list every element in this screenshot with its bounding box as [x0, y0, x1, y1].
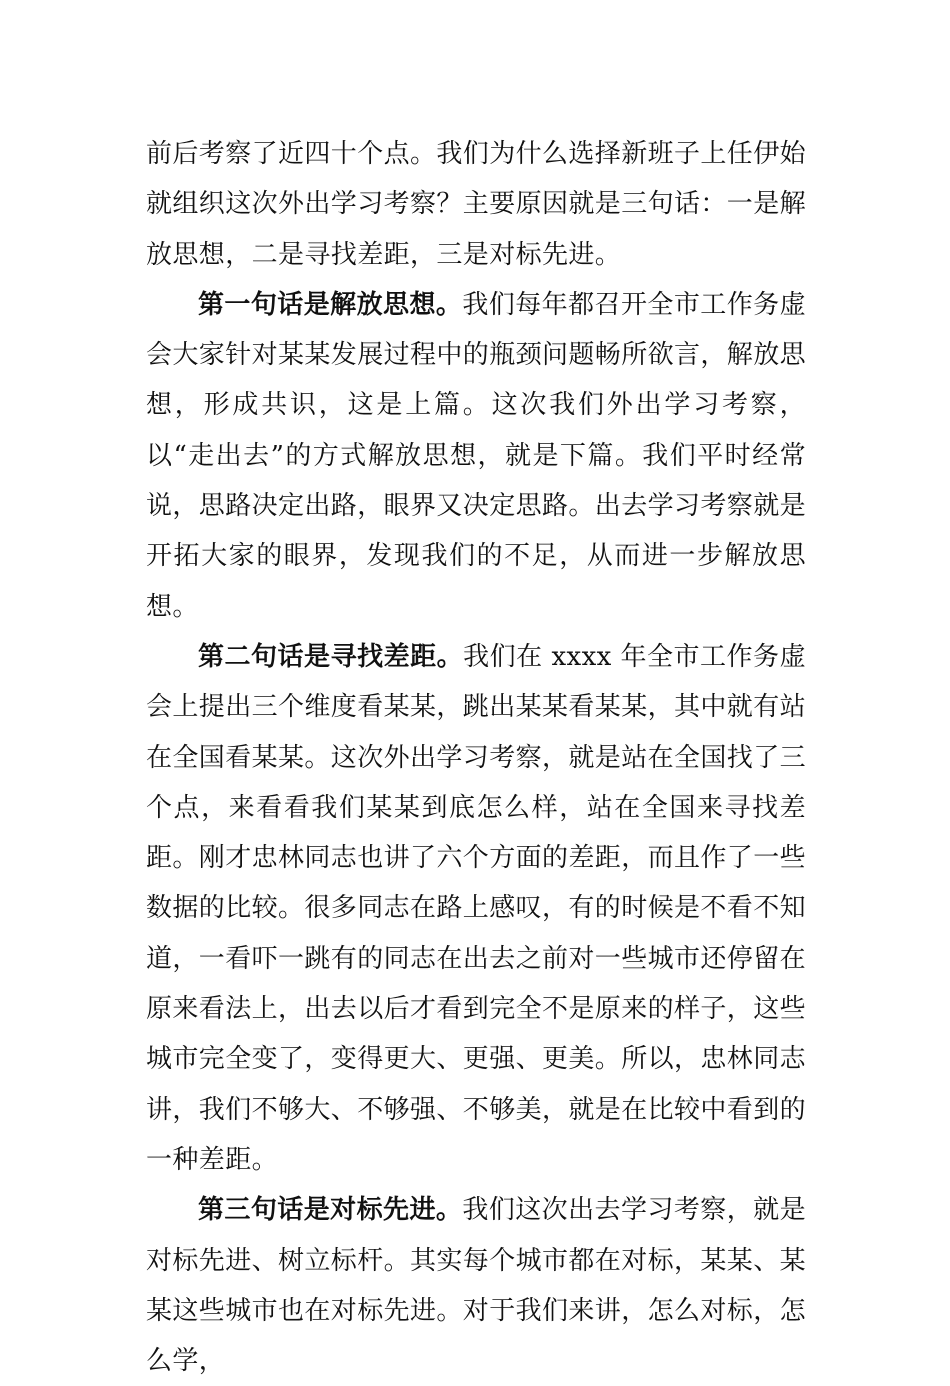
document-body — [146, 129, 806, 1386]
paragraph-text: 前后考察了近四十个点。我们为什么选择新班子上任伊始就组织这次外出学习考察？主要原因就是三句话：一是解放思想，二是寻找差距，三是对标先进。 — [146, 139, 807, 270]
paragraph-lead-heading: 第二句话是寻找差距。 — [198, 641, 464, 672]
paragraph-intro — [146, 129, 806, 280]
paragraph-lead-heading: 第三句话是对标先进。 — [198, 1195, 463, 1226]
paragraph-text: 我们在 xxxx 年全市工作务虚会上提出三个维度看某某，跳出某某看某某，其中就有站在全国看某某。这次外出学习考察，就是站在全国找了三个点，来看看我们某某到底怎么样，站在全国来寻找差距。刚才忠林同志也讲了六个方面的差距，而且作了一些数据的比较。很多同志在路上感叹，有的时候是不看不知道，一看吓一跳有的同志在出去之前对一些城市还停留在原来看法上，出去以后才看到完全不是原来的样子，这些城市完全变了，变得更大、更强、更美。所以，忠林同志讲，我们不够大、不够强、不够美，就是在比较中看到的一种差距。 — [146, 641, 807, 1175]
paragraph-benchmark-advanced — [146, 1185, 806, 1386]
paragraph-find-gaps — [146, 632, 806, 1185]
paragraph-text: 我们每年都召开全市工作务虚会大家针对某某发展过程中的瓶颈问题畅所欲言，解放思想，形成共识，这是上篇。这次我们外出学习考察，以“走出去”的方式解放思想，就是下篇。我们平时经常说，思路决定出路，眼界又决定思路。出去学习考察就是开拓大家的眼界，发现我们的不足，从而进一步解放思想。 — [146, 289, 807, 622]
paragraph-liberate-thinking — [146, 280, 806, 632]
paragraph-text: 我们这次出去学习考察，就是对标先进、树立标杆。其实每个城市都在对标，某某、某某这些城市也在对标先进。对于我们来讲，怎么对标，怎么学， — [146, 1195, 807, 1377]
paragraph-lead-heading: 第一句话是解放思想。 — [198, 289, 463, 320]
